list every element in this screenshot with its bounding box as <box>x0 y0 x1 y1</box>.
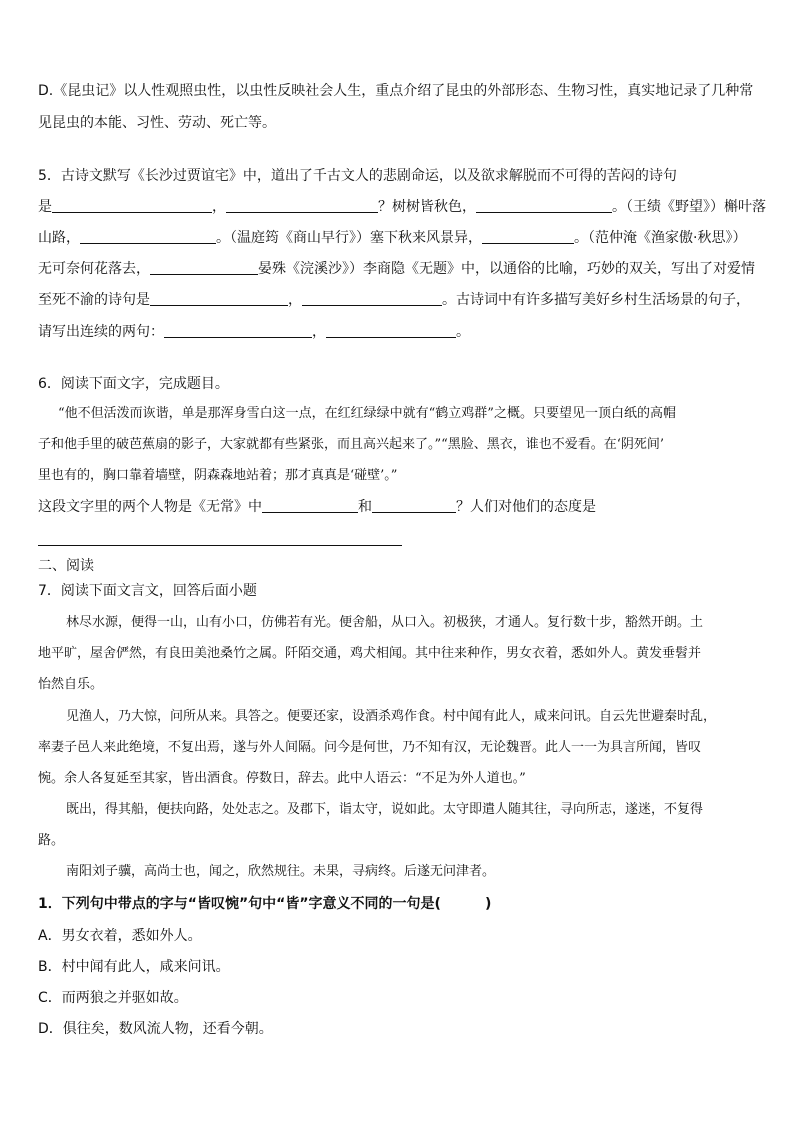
answer-blank[interactable] <box>164 323 312 338</box>
text: 这段文字里的两个人物是《无常》中 <box>38 499 262 515</box>
text: 1．下列句中带点的字与“皆叹惋”句中“皆”字意义不同的一句是( <box>38 896 441 912</box>
option-d-line-1: D.《昆虫记》以人性观照虫性，以虫性反映社会人生，重点介绍了昆虫的外部形态、生物习性，真实地记录了几种常 <box>38 83 754 99</box>
question-7-intro: 7．阅读下面文言文，回答后面小题 <box>38 583 257 599</box>
answer-blank[interactable] <box>326 323 456 338</box>
classical-text-line: 率妻子邑人来此绝境，不复出焉，遂与外人间隔。问今是何世，乃不知有汉，无论魏晋。此人一一为具言所闻，皆叹 <box>38 740 702 755</box>
text: 。（王绩《野望》）槲叶落 <box>612 199 766 215</box>
answer-blank[interactable] <box>80 229 216 244</box>
question-5-line-5 <box>38 322 470 342</box>
answer-blank[interactable] <box>150 291 288 306</box>
text: 。古诗词中有许多描写美好乡村生活场景的句子， <box>442 292 750 308</box>
question-6-passage-line-2: 子和他手里的破芭蕉扇的影子，大家就都有些紧张，而且高兴起来了。”“黑脸、黑衣，谁也不爱看。在‘阴死间’ <box>38 437 665 452</box>
option-d: D．俱往矣，数风流人物，还看今朝。 <box>38 1021 273 1037</box>
answer-blank[interactable] <box>150 260 258 275</box>
answer-line[interactable] <box>38 545 402 546</box>
question-6-intro: 6．阅读下面文字，完成题目。 <box>38 376 229 392</box>
text: 和 <box>358 499 372 515</box>
text: 是 <box>38 199 52 215</box>
question-6-passage-line-3: 里也有的，胸口靠着墙壁，阴森森地站着；那才真真是‘碰壁’。” <box>38 468 398 483</box>
text: 。 <box>456 324 470 340</box>
text: 至死不渝的诗句是 <box>38 292 150 308</box>
classical-text-line: 南阳刘子骥，高尚士也，闻之，欣然规往。未果，寻病终。后遂无问津者。 <box>66 864 496 879</box>
section-heading: 二、阅读 <box>38 558 94 574</box>
answer-blank[interactable] <box>262 498 358 513</box>
text: ？人们对他们的态度是 <box>456 499 596 515</box>
option-b: B．村中闻有此人，咸来问讯。 <box>38 959 230 975</box>
answer-blank[interactable] <box>372 498 456 513</box>
classical-text-line: 既出，得其船，便扶向路，处处志之。及郡下，诣太守，说如此。太守即遣人随其往，寻向所志，遂迷，不复得 <box>66 802 704 817</box>
question-5-intro: 5．古诗文默写《长沙过贾谊宅》中，道出了千古文人的悲剧命运，以及欲求解脱而不可得的苦闷的诗句 <box>38 168 677 184</box>
answer-blank[interactable] <box>226 198 378 213</box>
classical-text-line: 见渔人，乃大惊，问所从来。具答之。便要还家，设酒杀鸡作食。村中闻有此人，咸来问讯。自云先世避秦时乱， <box>66 709 717 724</box>
classical-text-line: 地平旷，屋舍俨然，有良田美池桑竹之属。阡陌交通，鸡犬相闻。其中往来种作，男女衣着，悉如外人。黄发垂髫并 <box>38 646 702 661</box>
question-6-passage-line-1: “他不但活泼而诙谐，单是那浑身雪白这一点，在红红绿绿中就有“鹤立鸡群”之概。只要望见一顶白纸的高帽 <box>58 406 676 421</box>
classical-text-line: 路。 <box>38 833 65 848</box>
text: ， <box>212 199 226 215</box>
answer-blank[interactable] <box>52 198 212 213</box>
answer-blank[interactable] <box>476 198 612 213</box>
text: 无可奈何花落去， <box>38 261 150 277</box>
sub-question-1 <box>38 894 491 914</box>
text: 。（温庭筠《商山早行》）塞下秋来风景异， <box>216 230 482 246</box>
question-6-question <box>38 497 596 517</box>
text: 。（范仲淹《渔家傲·秋思》） <box>574 230 747 246</box>
text: ) <box>484 896 492 912</box>
text: ， <box>288 292 302 308</box>
option-c: C．而两狼之并驱如故。 <box>38 990 188 1006</box>
classical-text-line: 林尽水源，便得一山，山有小口，仿佛若有光。便舍船，从口入。初极狭，才通人。复行数十步，豁然开朗。土 <box>66 615 704 630</box>
option-d-line-2: 见昆虫的本能、习性、劳动、死亡等。 <box>38 115 276 131</box>
classical-text-line: 惋。余人各复延至其家，皆出酒食。停数日，辞去。此中人语云：“不足为外人道也。” <box>38 771 526 786</box>
text: 山路， <box>38 230 80 246</box>
classical-text-line: 怡然自乐。 <box>38 677 104 692</box>
text: 请写出连续的两句： <box>38 324 164 340</box>
text: ？树树皆秋色， <box>378 199 476 215</box>
option-a: A．男女衣着，悉如外人。 <box>38 928 202 944</box>
text: ， <box>312 324 326 340</box>
question-5-line-3 <box>38 259 755 279</box>
question-5-line-4 <box>38 290 750 310</box>
answer-blank[interactable] <box>482 229 574 244</box>
text: 晏殊《浣溪沙》）李商隐《无题》中，以通俗的比喻，巧妙的双关，写出了对爱情 <box>258 261 755 277</box>
question-5-line-1 <box>38 197 766 217</box>
question-5-line-2 <box>38 228 746 248</box>
answer-blank[interactable] <box>302 291 442 306</box>
